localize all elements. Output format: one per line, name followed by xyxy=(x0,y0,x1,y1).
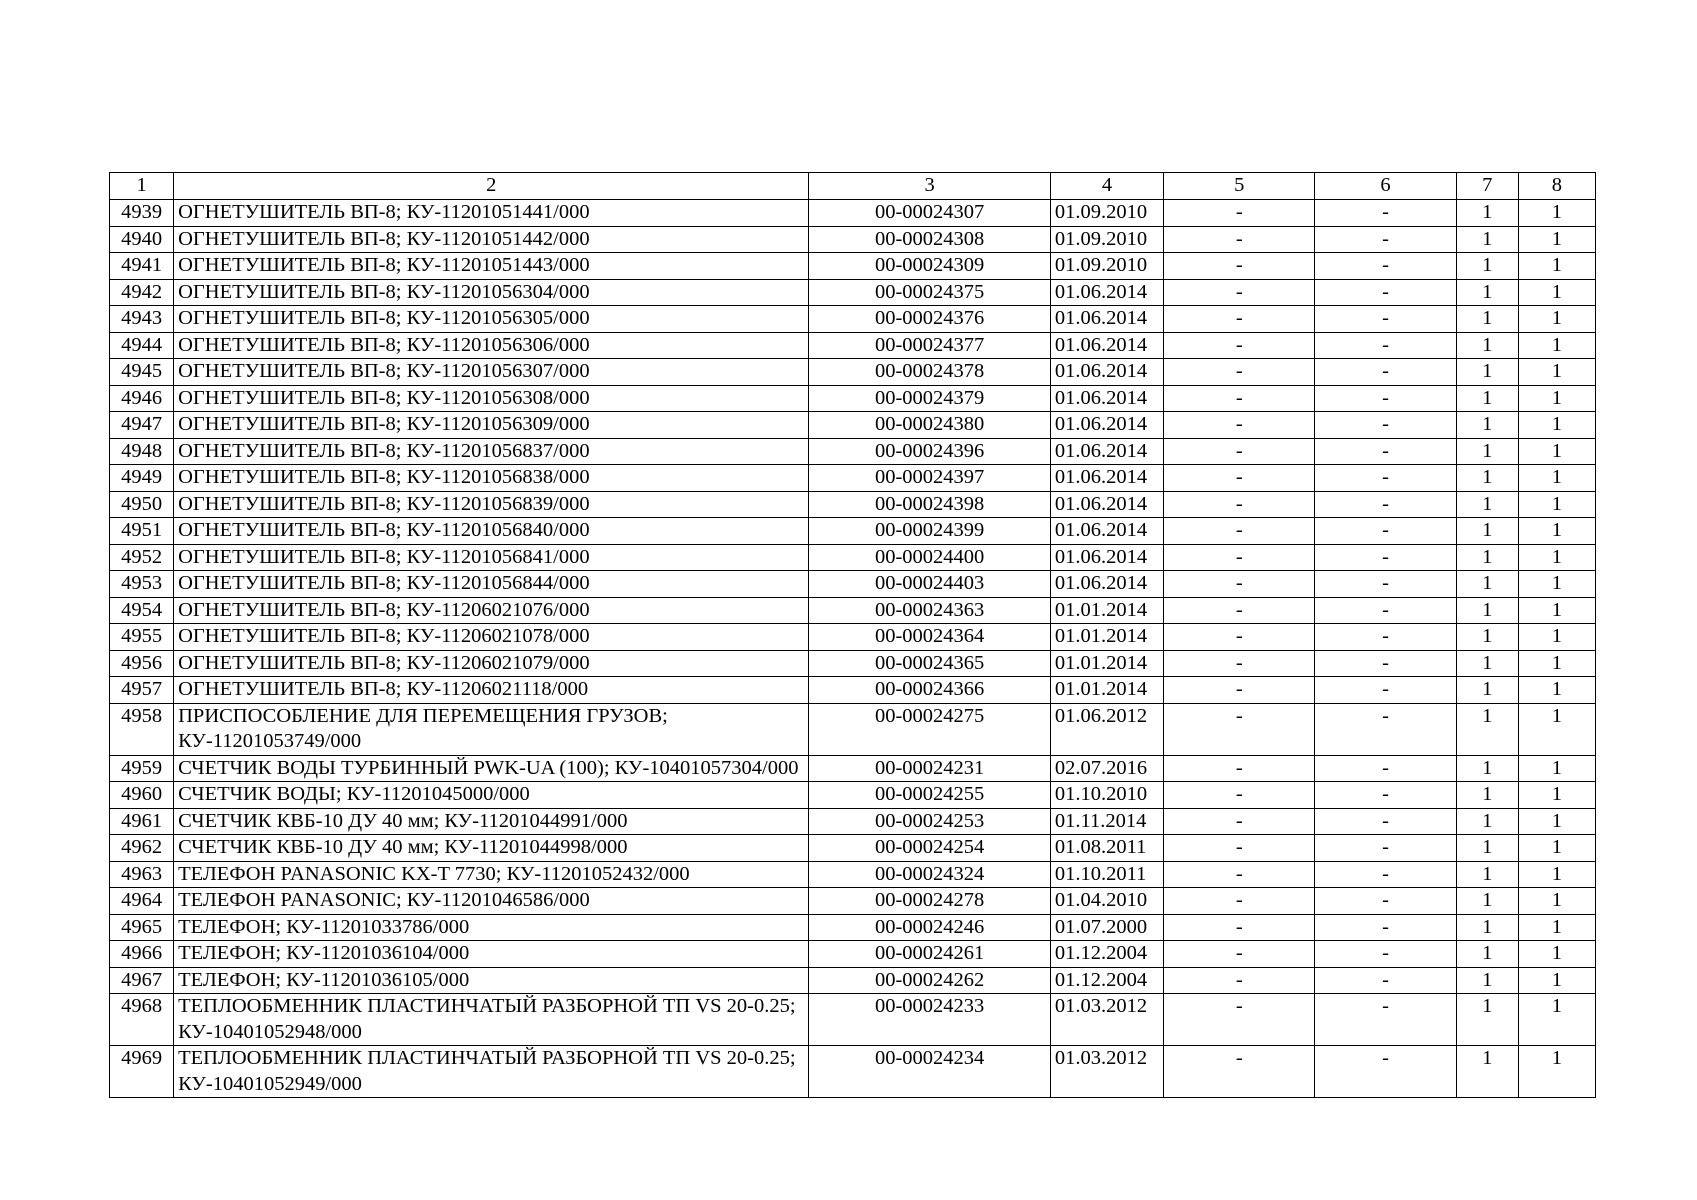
inventory-code-cell: 00-00024399 xyxy=(809,518,1050,545)
row-number-cell: 4965 xyxy=(110,914,174,941)
table-row xyxy=(110,914,1596,941)
row-number-cell: 4960 xyxy=(110,782,174,809)
date-cell: 01.06.2014 xyxy=(1050,385,1163,412)
table-row xyxy=(110,226,1596,253)
date-cell: 01.09.2010 xyxy=(1050,200,1163,227)
row-number-cell: 4942 xyxy=(110,279,174,306)
item-name-cell: ОГНЕТУШИТЕЛЬ ВП-8; КУ-11201056306/000 xyxy=(174,332,809,359)
column-6-cell: - xyxy=(1315,491,1456,518)
item-name-cell: ОГНЕТУШИТЕЛЬ ВП-8; КУ-11201056304/000 xyxy=(174,279,809,306)
column-7-cell: 1 xyxy=(1456,1046,1518,1098)
column-6-cell: - xyxy=(1315,412,1456,439)
column-5-cell: - xyxy=(1164,465,1315,492)
item-name-cell: ТЕЛЕФОН; КУ-11201033786/000 xyxy=(174,914,809,941)
date-cell: 01.11.2014 xyxy=(1050,808,1163,835)
column-8-cell: 1 xyxy=(1518,385,1595,412)
row-number-cell: 4951 xyxy=(110,518,174,545)
date-cell: 01.06.2014 xyxy=(1050,279,1163,306)
table-row xyxy=(110,888,1596,915)
column-7-cell: 1 xyxy=(1456,571,1518,598)
row-number-cell: 4941 xyxy=(110,253,174,280)
column-8-cell: 1 xyxy=(1518,677,1595,704)
table-row xyxy=(110,703,1596,755)
column-5-cell: - xyxy=(1164,491,1315,518)
column-8-cell: 1 xyxy=(1518,491,1595,518)
column-5-cell: - xyxy=(1164,359,1315,386)
table-row xyxy=(110,941,1596,968)
column-5-cell: - xyxy=(1164,967,1315,994)
column-8-cell: 1 xyxy=(1518,597,1595,624)
column-7-cell: 1 xyxy=(1456,200,1518,227)
table-row xyxy=(110,994,1596,1046)
table-row xyxy=(110,412,1596,439)
column-7-cell: 1 xyxy=(1456,994,1518,1046)
table-row xyxy=(110,571,1596,598)
date-cell: 01.10.2010 xyxy=(1050,782,1163,809)
table-row xyxy=(110,491,1596,518)
column-8-cell: 1 xyxy=(1518,782,1595,809)
column-7-cell: 1 xyxy=(1456,359,1518,386)
column-7-cell: 1 xyxy=(1456,226,1518,253)
table-row xyxy=(110,359,1596,386)
column-5-cell: - xyxy=(1164,888,1315,915)
column-6-cell: - xyxy=(1315,782,1456,809)
column-6-cell: - xyxy=(1315,624,1456,651)
column-8-cell: 1 xyxy=(1518,755,1595,782)
inventory-code-cell: 00-00024234 xyxy=(809,1046,1050,1098)
row-number-cell: 4946 xyxy=(110,385,174,412)
column-5-cell: - xyxy=(1164,226,1315,253)
column-7-cell: 1 xyxy=(1456,518,1518,545)
column-6-cell: - xyxy=(1315,677,1456,704)
row-number-cell: 4968 xyxy=(110,994,174,1046)
item-name-cell: ОГНЕТУШИТЕЛЬ ВП-8; КУ-11201051443/000 xyxy=(174,253,809,280)
inventory-table xyxy=(109,172,1596,1098)
date-cell: 01.09.2010 xyxy=(1050,226,1163,253)
inventory-code-cell: 00-00024262 xyxy=(809,967,1050,994)
column-5-cell: - xyxy=(1164,438,1315,465)
column-7-cell: 1 xyxy=(1456,412,1518,439)
item-name-cell: СЧЕТЧИК ВОДЫ; КУ-11201045000/000 xyxy=(174,782,809,809)
item-name-cell: СЧЕТЧИК КВБ-10 ДУ 40 мм; КУ-11201044998/000 xyxy=(174,835,809,862)
column-6-cell: - xyxy=(1315,359,1456,386)
column-5-cell: - xyxy=(1164,1046,1315,1098)
date-cell: 01.06.2012 xyxy=(1050,703,1163,755)
item-name-cell: ТЕЛЕФОН; КУ-11201036104/000 xyxy=(174,941,809,968)
item-name-cell: ОГНЕТУШИТЕЛЬ ВП-8; КУ-11206021078/000 xyxy=(174,624,809,651)
table-row xyxy=(110,808,1596,835)
column-8-cell: 1 xyxy=(1518,703,1595,755)
column-5-cell: - xyxy=(1164,994,1315,1046)
date-cell: 01.01.2014 xyxy=(1050,677,1163,704)
column-7-cell: 1 xyxy=(1456,624,1518,651)
column-5-cell: - xyxy=(1164,835,1315,862)
column-6-cell: - xyxy=(1315,306,1456,333)
column-7-cell: 1 xyxy=(1456,808,1518,835)
column-6-cell: - xyxy=(1315,332,1456,359)
table-row xyxy=(110,1046,1596,1098)
column-header-6: 6 xyxy=(1315,173,1456,200)
column-7-cell: 1 xyxy=(1456,279,1518,306)
date-cell: 01.06.2014 xyxy=(1050,491,1163,518)
column-8-cell: 1 xyxy=(1518,1046,1595,1098)
inventory-code-cell: 00-00024380 xyxy=(809,412,1050,439)
column-6-cell: - xyxy=(1315,808,1456,835)
row-number-cell: 4943 xyxy=(110,306,174,333)
row-number-cell: 4944 xyxy=(110,332,174,359)
row-number-cell: 4964 xyxy=(110,888,174,915)
column-7-cell: 1 xyxy=(1456,755,1518,782)
item-name-cell: ОГНЕТУШИТЕЛЬ ВП-8; КУ-11206021118/000 xyxy=(174,677,809,704)
table-row xyxy=(110,597,1596,624)
date-cell: 01.06.2014 xyxy=(1050,306,1163,333)
inventory-code-cell: 00-00024278 xyxy=(809,888,1050,915)
column-8-cell: 1 xyxy=(1518,412,1595,439)
column-7-cell: 1 xyxy=(1456,465,1518,492)
date-cell: 01.06.2014 xyxy=(1050,571,1163,598)
table-row xyxy=(110,650,1596,677)
date-cell: 01.03.2012 xyxy=(1050,994,1163,1046)
inventory-code-cell: 00-00024275 xyxy=(809,703,1050,755)
column-5-cell: - xyxy=(1164,597,1315,624)
row-number-cell: 4954 xyxy=(110,597,174,624)
row-number-cell: 4949 xyxy=(110,465,174,492)
column-6-cell: - xyxy=(1315,650,1456,677)
date-cell: 01.06.2014 xyxy=(1050,544,1163,571)
column-8-cell: 1 xyxy=(1518,465,1595,492)
inventory-code-cell: 00-00024400 xyxy=(809,544,1050,571)
column-7-cell: 1 xyxy=(1456,332,1518,359)
column-header-8: 8 xyxy=(1518,173,1595,200)
table-row xyxy=(110,835,1596,862)
row-number-cell: 4952 xyxy=(110,544,174,571)
column-7-cell: 1 xyxy=(1456,941,1518,968)
inventory-code-cell: 00-00024396 xyxy=(809,438,1050,465)
column-6-cell: - xyxy=(1315,253,1456,280)
date-cell: 01.01.2014 xyxy=(1050,597,1163,624)
column-8-cell: 1 xyxy=(1518,624,1595,651)
date-cell: 01.07.2000 xyxy=(1050,914,1163,941)
item-name-cell: СЧЕТЧИК КВБ-10 ДУ 40 мм; КУ-11201044991/000 xyxy=(174,808,809,835)
column-7-cell: 1 xyxy=(1456,967,1518,994)
row-number-cell: 4966 xyxy=(110,941,174,968)
column-5-cell: - xyxy=(1164,332,1315,359)
column-header-5: 5 xyxy=(1164,173,1315,200)
column-7-cell: 1 xyxy=(1456,703,1518,755)
item-name-cell: ОГНЕТУШИТЕЛЬ ВП-8; КУ-11201056309/000 xyxy=(174,412,809,439)
inventory-code-cell: 00-00024307 xyxy=(809,200,1050,227)
column-8-cell: 1 xyxy=(1518,544,1595,571)
column-5-cell: - xyxy=(1164,941,1315,968)
table-row xyxy=(110,861,1596,888)
column-8-cell: 1 xyxy=(1518,518,1595,545)
item-name-cell: ОГНЕТУШИТЕЛЬ ВП-8; КУ-11201056308/000 xyxy=(174,385,809,412)
row-number-cell: 4948 xyxy=(110,438,174,465)
item-name-cell: ОГНЕТУШИТЕЛЬ ВП-8; КУ-11201051442/000 xyxy=(174,226,809,253)
column-8-cell: 1 xyxy=(1518,438,1595,465)
column-6-cell: - xyxy=(1315,597,1456,624)
column-5-cell: - xyxy=(1164,624,1315,651)
column-8-cell: 1 xyxy=(1518,941,1595,968)
row-number-cell: 4969 xyxy=(110,1046,174,1098)
column-7-cell: 1 xyxy=(1456,491,1518,518)
inventory-code-cell: 00-00024379 xyxy=(809,385,1050,412)
column-8-cell: 1 xyxy=(1518,888,1595,915)
column-6-cell: - xyxy=(1315,914,1456,941)
table-row xyxy=(110,465,1596,492)
table-row xyxy=(110,544,1596,571)
column-8-cell: 1 xyxy=(1518,279,1595,306)
date-cell: 01.08.2011 xyxy=(1050,835,1163,862)
column-header-7: 7 xyxy=(1456,173,1518,200)
item-name-cell: ОГНЕТУШИТЕЛЬ ВП-8; КУ-11201056837/000 xyxy=(174,438,809,465)
table-row xyxy=(110,677,1596,704)
item-name-cell: ОГНЕТУШИТЕЛЬ ВП-8; КУ-11201056841/000 xyxy=(174,544,809,571)
row-number-cell: 4956 xyxy=(110,650,174,677)
inventory-code-cell: 00-00024398 xyxy=(809,491,1050,518)
table-row xyxy=(110,279,1596,306)
item-name-cell: ОГНЕТУШИТЕЛЬ ВП-8; КУ-11201051441/000 xyxy=(174,200,809,227)
date-cell: 01.06.2014 xyxy=(1050,412,1163,439)
table-row xyxy=(110,782,1596,809)
column-7-cell: 1 xyxy=(1456,438,1518,465)
item-name-cell: ОГНЕТУШИТЕЛЬ ВП-8; КУ-11201056840/000 xyxy=(174,518,809,545)
column-8-cell: 1 xyxy=(1518,808,1595,835)
column-6-cell: - xyxy=(1315,571,1456,598)
column-6-cell: - xyxy=(1315,1046,1456,1098)
item-name-cell: ТЕЛЕФОН; КУ-11201036105/000 xyxy=(174,967,809,994)
row-number-cell: 4953 xyxy=(110,571,174,598)
column-6-cell: - xyxy=(1315,518,1456,545)
column-7-cell: 1 xyxy=(1456,782,1518,809)
column-number-row xyxy=(110,173,1596,200)
column-5-cell: - xyxy=(1164,650,1315,677)
inventory-code-cell: 00-00024233 xyxy=(809,994,1050,1046)
column-header-4: 4 xyxy=(1050,173,1163,200)
column-7-cell: 1 xyxy=(1456,253,1518,280)
column-header-3: 3 xyxy=(809,173,1050,200)
date-cell: 01.06.2014 xyxy=(1050,359,1163,386)
column-5-cell: - xyxy=(1164,703,1315,755)
inventory-code-cell: 00-00024366 xyxy=(809,677,1050,704)
inventory-code-cell: 00-00024231 xyxy=(809,755,1050,782)
column-7-cell: 1 xyxy=(1456,306,1518,333)
column-7-cell: 1 xyxy=(1456,385,1518,412)
table-row xyxy=(110,253,1596,280)
row-number-cell: 4947 xyxy=(110,412,174,439)
column-8-cell: 1 xyxy=(1518,200,1595,227)
column-6-cell: - xyxy=(1315,941,1456,968)
row-number-cell: 4961 xyxy=(110,808,174,835)
table-row xyxy=(110,518,1596,545)
date-cell: 02.07.2016 xyxy=(1050,755,1163,782)
column-6-cell: - xyxy=(1315,226,1456,253)
column-6-cell: - xyxy=(1315,835,1456,862)
column-8-cell: 1 xyxy=(1518,571,1595,598)
inventory-code-cell: 00-00024378 xyxy=(809,359,1050,386)
inventory-code-cell: 00-00024253 xyxy=(809,808,1050,835)
column-5-cell: - xyxy=(1164,861,1315,888)
date-cell: 01.04.2010 xyxy=(1050,888,1163,915)
row-number-cell: 4957 xyxy=(110,677,174,704)
column-5-cell: - xyxy=(1164,544,1315,571)
item-name-cell: ОГНЕТУШИТЕЛЬ ВП-8; КУ-11201056844/000 xyxy=(174,571,809,598)
column-5-cell: - xyxy=(1164,385,1315,412)
column-6-cell: - xyxy=(1315,438,1456,465)
column-7-cell: 1 xyxy=(1456,861,1518,888)
date-cell: 01.12.2004 xyxy=(1050,967,1163,994)
column-5-cell: - xyxy=(1164,412,1315,439)
table-row xyxy=(110,967,1596,994)
column-5-cell: - xyxy=(1164,279,1315,306)
item-name-cell: ОГНЕТУШИТЕЛЬ ВП-8; КУ-11206021079/000 xyxy=(174,650,809,677)
date-cell: 01.06.2014 xyxy=(1050,438,1163,465)
inventory-code-cell: 00-00024397 xyxy=(809,465,1050,492)
row-number-cell: 4939 xyxy=(110,200,174,227)
date-cell: 01.12.2004 xyxy=(1050,941,1163,968)
table-row xyxy=(110,200,1596,227)
item-name-cell: ОГНЕТУШИТЕЛЬ ВП-8; КУ-11201056305/000 xyxy=(174,306,809,333)
date-cell: 01.06.2014 xyxy=(1050,332,1163,359)
row-number-cell: 4940 xyxy=(110,226,174,253)
column-8-cell: 1 xyxy=(1518,994,1595,1046)
date-cell: 01.09.2010 xyxy=(1050,253,1163,280)
inventory-code-cell: 00-00024261 xyxy=(809,941,1050,968)
column-8-cell: 1 xyxy=(1518,332,1595,359)
table-row xyxy=(110,385,1596,412)
column-7-cell: 1 xyxy=(1456,835,1518,862)
column-6-cell: - xyxy=(1315,967,1456,994)
item-name-cell: ОГНЕТУШИТЕЛЬ ВП-8; КУ-11201056839/000 xyxy=(174,491,809,518)
row-number-cell: 4962 xyxy=(110,835,174,862)
column-6-cell: - xyxy=(1315,861,1456,888)
item-name-cell: ОГНЕТУШИТЕЛЬ ВП-8; КУ-11206021076/000 xyxy=(174,597,809,624)
column-8-cell: 1 xyxy=(1518,306,1595,333)
item-name-cell: ОГНЕТУШИТЕЛЬ ВП-8; КУ-11201056307/000 xyxy=(174,359,809,386)
column-5-cell: - xyxy=(1164,306,1315,333)
column-7-cell: 1 xyxy=(1456,888,1518,915)
column-5-cell: - xyxy=(1164,253,1315,280)
column-5-cell: - xyxy=(1164,200,1315,227)
date-cell: 01.06.2014 xyxy=(1050,518,1163,545)
column-8-cell: 1 xyxy=(1518,914,1595,941)
item-name-cell: ПРИСПОСОБЛЕНИЕ ДЛЯ ПЕРЕМЕЩЕНИЯ ГРУЗОВ; КУ-11201053749/000 xyxy=(174,703,809,755)
row-number-cell: 4958 xyxy=(110,703,174,755)
table-row xyxy=(110,306,1596,333)
column-header-1: 1 xyxy=(110,173,174,200)
inventory-code-cell: 00-00024375 xyxy=(809,279,1050,306)
date-cell: 01.10.2011 xyxy=(1050,861,1163,888)
item-name-cell: ОГНЕТУШИТЕЛЬ ВП-8; КУ-11201056838/000 xyxy=(174,465,809,492)
column-6-cell: - xyxy=(1315,888,1456,915)
column-5-cell: - xyxy=(1164,571,1315,598)
column-6-cell: - xyxy=(1315,385,1456,412)
row-number-cell: 4963 xyxy=(110,861,174,888)
row-number-cell: 4950 xyxy=(110,491,174,518)
inventory-code-cell: 00-00024246 xyxy=(809,914,1050,941)
column-8-cell: 1 xyxy=(1518,253,1595,280)
column-6-cell: - xyxy=(1315,703,1456,755)
date-cell: 01.01.2014 xyxy=(1050,624,1163,651)
inventory-code-cell: 00-00024308 xyxy=(809,226,1050,253)
table-row xyxy=(110,624,1596,651)
row-number-cell: 4955 xyxy=(110,624,174,651)
column-6-cell: - xyxy=(1315,279,1456,306)
item-name-cell: ТЕЛЕФОН PANASONIC; КУ-11201046586/000 xyxy=(174,888,809,915)
row-number-cell: 4959 xyxy=(110,755,174,782)
column-5-cell: - xyxy=(1164,755,1315,782)
inventory-code-cell: 00-00024365 xyxy=(809,650,1050,677)
column-6-cell: - xyxy=(1315,755,1456,782)
date-cell: 01.06.2014 xyxy=(1050,465,1163,492)
item-name-cell: ТЕПЛООБМЕННИК ПЛАСТИНЧАТЫЙ РАЗБОРНОЙ ТП VS 20-0.25; КУ-10401052949/000 xyxy=(174,1046,809,1098)
inventory-code-cell: 00-00024364 xyxy=(809,624,1050,651)
column-8-cell: 1 xyxy=(1518,861,1595,888)
column-7-cell: 1 xyxy=(1456,597,1518,624)
column-6-cell: - xyxy=(1315,994,1456,1046)
column-5-cell: - xyxy=(1164,518,1315,545)
date-cell: 01.03.2012 xyxy=(1050,1046,1163,1098)
date-cell: 01.01.2014 xyxy=(1050,650,1163,677)
inventory-code-cell: 00-00024309 xyxy=(809,253,1050,280)
column-8-cell: 1 xyxy=(1518,650,1595,677)
column-8-cell: 1 xyxy=(1518,359,1595,386)
table-row xyxy=(110,438,1596,465)
column-6-cell: - xyxy=(1315,200,1456,227)
inventory-code-cell: 00-00024377 xyxy=(809,332,1050,359)
column-5-cell: - xyxy=(1164,677,1315,704)
item-name-cell: ТЕПЛООБМЕННИК ПЛАСТИНЧАТЫЙ РАЗБОРНОЙ ТП VS 20-0.25; КУ-10401052948/000 xyxy=(174,994,809,1046)
inventory-code-cell: 00-00024324 xyxy=(809,861,1050,888)
column-6-cell: - xyxy=(1315,465,1456,492)
column-8-cell: 1 xyxy=(1518,835,1595,862)
column-7-cell: 1 xyxy=(1456,914,1518,941)
column-8-cell: 1 xyxy=(1518,967,1595,994)
inventory-code-cell: 00-00024376 xyxy=(809,306,1050,333)
column-7-cell: 1 xyxy=(1456,544,1518,571)
column-8-cell: 1 xyxy=(1518,226,1595,253)
inventory-code-cell: 00-00024403 xyxy=(809,571,1050,598)
table-row xyxy=(110,332,1596,359)
column-5-cell: - xyxy=(1164,914,1315,941)
inventory-code-cell: 00-00024363 xyxy=(809,597,1050,624)
inventory-code-cell: 00-00024255 xyxy=(809,782,1050,809)
item-name-cell: СЧЕТЧИК ВОДЫ ТУРБИННЫЙ PWK-UA (100); КУ-10401057304/000 xyxy=(174,755,809,782)
inventory-code-cell: 00-00024254 xyxy=(809,835,1050,862)
row-number-cell: 4967 xyxy=(110,967,174,994)
column-header-2: 2 xyxy=(174,173,809,200)
column-5-cell: - xyxy=(1164,808,1315,835)
table-row xyxy=(110,755,1596,782)
column-5-cell: - xyxy=(1164,782,1315,809)
row-number-cell: 4945 xyxy=(110,359,174,386)
column-7-cell: 1 xyxy=(1456,677,1518,704)
column-7-cell: 1 xyxy=(1456,650,1518,677)
table-body xyxy=(110,200,1596,1098)
item-name-cell: ТЕЛЕФОН PANASONIC KX-T 7730; КУ-11201052432/000 xyxy=(174,861,809,888)
column-6-cell: - xyxy=(1315,544,1456,571)
